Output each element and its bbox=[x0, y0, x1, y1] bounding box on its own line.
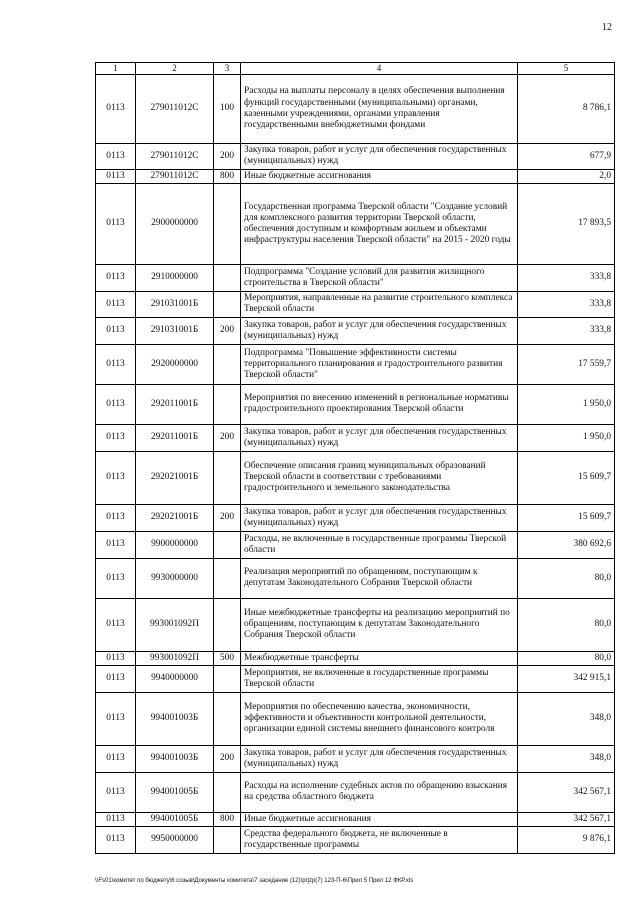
cell-expense-type bbox=[214, 291, 241, 317]
cell-target-code: 994001005Б bbox=[136, 772, 214, 812]
table-row bbox=[96, 183, 615, 264]
cell-amount: 333,8 bbox=[518, 317, 615, 344]
cell-section-code: 0113 bbox=[96, 183, 136, 264]
cell-expense-type bbox=[214, 665, 241, 692]
cell-expense-type: 200 bbox=[214, 143, 241, 169]
cell-section-code: 0113 bbox=[96, 74, 136, 143]
cell-section-code: 0113 bbox=[96, 317, 136, 344]
header-col-5: 5 bbox=[518, 63, 615, 75]
cell-target-code: 292021001Б bbox=[136, 504, 214, 531]
cell-expense-type bbox=[214, 772, 241, 812]
cell-amount: 677,9 bbox=[518, 143, 615, 169]
table-row bbox=[96, 291, 615, 317]
table-row bbox=[96, 504, 615, 531]
cell-target-code: 2910000000 bbox=[136, 264, 214, 291]
cell-name: Подпрограмма "Повышение эффективности системы территориального планирования и градостроительного развития Тверской области" bbox=[241, 344, 518, 384]
cell-name: Расходы на исполнение судебных актов по обращению взыскания на средства областного бюджета bbox=[241, 772, 518, 812]
cell-amount: 80,0 bbox=[518, 558, 615, 598]
header-col-4: 4 bbox=[241, 63, 518, 75]
cell-amount: 380 692,6 bbox=[518, 531, 615, 558]
cell-amount: 348,0 bbox=[518, 745, 615, 772]
cell-amount: 17 893,5 bbox=[518, 183, 615, 264]
cell-target-code: 292021001Б bbox=[136, 451, 214, 504]
cell-section-code: 0113 bbox=[96, 291, 136, 317]
cell-expense-type: 200 bbox=[214, 317, 241, 344]
cell-section-code: 0113 bbox=[96, 558, 136, 598]
cell-expense-type: 800 bbox=[214, 812, 241, 826]
cell-section-code: 0113 bbox=[96, 143, 136, 169]
cell-expense-type: 800 bbox=[214, 169, 241, 183]
cell-section-code: 0113 bbox=[96, 384, 136, 424]
cell-name: Иные межбюджетные трансферты на реализацию мероприятий по обращениям, поступающим к депутатам Законодательного Собрания Тверской области bbox=[241, 598, 518, 651]
cell-expense-type bbox=[214, 384, 241, 424]
cell-amount: 342 567,1 bbox=[518, 812, 615, 826]
cell-section-code: 0113 bbox=[96, 504, 136, 531]
cell-name: Закупка товаров, работ и услуг для обеспечения государственных (муниципальных) нужд bbox=[241, 143, 518, 169]
header-col-1: 1 bbox=[96, 63, 136, 75]
cell-section-code: 0113 bbox=[96, 812, 136, 826]
cell-expense-type: 500 bbox=[214, 651, 241, 665]
table-row bbox=[96, 745, 615, 772]
table-row bbox=[96, 558, 615, 598]
table-row bbox=[96, 598, 615, 651]
table-row bbox=[96, 384, 615, 424]
table-row bbox=[96, 812, 615, 826]
table-row bbox=[96, 772, 615, 812]
cell-name: Расходы, не включенные в государственные программы Тверской области bbox=[241, 531, 518, 558]
cell-section-code: 0113 bbox=[96, 772, 136, 812]
cell-amount: 15 609,7 bbox=[518, 451, 615, 504]
table-row bbox=[96, 74, 615, 143]
cell-name: Закупка товаров, работ и услуг для обеспечения государственных (муниципальных) нужд bbox=[241, 504, 518, 531]
cell-amount: 17 559,7 bbox=[518, 344, 615, 384]
cell-amount: 1 950,0 bbox=[518, 384, 615, 424]
cell-amount: 342 915,1 bbox=[518, 665, 615, 692]
cell-expense-type bbox=[214, 558, 241, 598]
cell-expense-type bbox=[214, 451, 241, 504]
cell-section-code: 0113 bbox=[96, 665, 136, 692]
cell-section-code: 0113 bbox=[96, 598, 136, 651]
cell-section-code: 0113 bbox=[96, 531, 136, 558]
cell-amount: 15 609,7 bbox=[518, 504, 615, 531]
cell-name: Мероприятия, не включенные в государственные программы Тверской области bbox=[241, 665, 518, 692]
page-number: 12 bbox=[602, 22, 612, 33]
cell-target-code: 279011012С bbox=[136, 169, 214, 183]
cell-target-code: 9900000000 bbox=[136, 531, 214, 558]
cell-target-code: 9940000000 bbox=[136, 665, 214, 692]
cell-section-code: 0113 bbox=[96, 651, 136, 665]
cell-section-code: 0113 bbox=[96, 826, 136, 853]
cell-amount: 9 876,1 bbox=[518, 826, 615, 853]
cell-name: Закупка товаров, работ и услуг для обеспечения государственных (муниципальных) нужд bbox=[241, 317, 518, 344]
table-row bbox=[96, 531, 615, 558]
cell-expense-type bbox=[214, 826, 241, 853]
cell-amount: 333,8 bbox=[518, 291, 615, 317]
table-row bbox=[96, 143, 615, 169]
cell-expense-type: 200 bbox=[214, 745, 241, 772]
cell-expense-type bbox=[214, 183, 241, 264]
cell-expense-type: 200 bbox=[214, 504, 241, 531]
cell-target-code: 9950000000 bbox=[136, 826, 214, 853]
cell-name: Закупка товаров, работ и услуг для обеспечения государственных (муниципальных) нужд bbox=[241, 424, 518, 451]
cell-target-code: 994001005Б bbox=[136, 812, 214, 826]
cell-amount: 348,0 bbox=[518, 692, 615, 745]
budget-table bbox=[95, 62, 615, 854]
table-row bbox=[96, 826, 615, 853]
table-row bbox=[96, 651, 615, 665]
cell-amount: 1 950,0 bbox=[518, 424, 615, 451]
header-col-3: 3 bbox=[214, 63, 241, 75]
cell-name: Иные бюджетные ассигнования bbox=[241, 169, 518, 183]
cell-name: Мероприятия, направленные на развитие строительного комплекса Тверской области bbox=[241, 291, 518, 317]
cell-name: Реализация мероприятий по обращениям, поступающим к депутатам Законодательного Собрания Тверской области bbox=[241, 558, 518, 598]
cell-name: Закупка товаров, работ и услуг для обеспечения государственных (муниципальных) нужд bbox=[241, 745, 518, 772]
table-row bbox=[96, 451, 615, 504]
cell-amount: 342 567,1 bbox=[518, 772, 615, 812]
cell-name: Государственная программа Тверской области "Создание условий для комплексного развития территории Тверской области, обеспечения доступным и комфортным жильем и объектами инфраструктуры населения Тверской области" на 2015 - 2020 годы bbox=[241, 183, 518, 264]
cell-expense-type bbox=[214, 531, 241, 558]
cell-target-code: 279011012С bbox=[136, 143, 214, 169]
cell-name: Мероприятия по обеспечению качества, экономичности, эффективности и объективности контрольной деятельности, организации единой системы внешнего финансового контроля bbox=[241, 692, 518, 745]
cell-expense-type bbox=[214, 344, 241, 384]
cell-target-code: 993001092П bbox=[136, 598, 214, 651]
table-row bbox=[96, 169, 615, 183]
header-row bbox=[96, 63, 615, 75]
cell-expense-type bbox=[214, 264, 241, 291]
cell-section-code: 0113 bbox=[96, 169, 136, 183]
cell-target-code: 9930000000 bbox=[136, 558, 214, 598]
cell-target-code: 292011001Б bbox=[136, 384, 214, 424]
cell-amount: 80,0 bbox=[518, 598, 615, 651]
header-col-2: 2 bbox=[136, 63, 214, 75]
cell-name: Межбюджетные трансферты bbox=[241, 651, 518, 665]
table-row bbox=[96, 665, 615, 692]
cell-expense-type: 100 bbox=[214, 74, 241, 143]
table-body bbox=[96, 74, 615, 853]
cell-expense-type: 200 bbox=[214, 424, 241, 451]
cell-name: Расходы на выплаты персоналу в целях обеспечения выполнения функций государственными (муниципальными) органами, казенными учреждениями, органами управления государственными внебюджетными фондами bbox=[241, 74, 518, 143]
cell-name: Мероприятия по внесению изменений в региональные нормативы градостроительного проектирования Тверской области bbox=[241, 384, 518, 424]
cell-section-code: 0113 bbox=[96, 344, 136, 384]
cell-target-code: 994001003Б bbox=[136, 692, 214, 745]
footer-file-path: \\Fs01\комитет по бюджету\6 созыв\Документы комитета\7 заседание (12)\prjzp(7) 123-П-6\Прил 5 Прил 12 ФКР.xls bbox=[95, 878, 414, 884]
cell-target-code: 292011001Б bbox=[136, 424, 214, 451]
cell-amount: 2,0 bbox=[518, 169, 615, 183]
cell-expense-type bbox=[214, 692, 241, 745]
cell-target-code: 279011012С bbox=[136, 74, 214, 143]
cell-section-code: 0113 bbox=[96, 451, 136, 504]
cell-target-code: 2900000000 bbox=[136, 183, 214, 264]
cell-target-code: 993001092П bbox=[136, 651, 214, 665]
cell-name: Подпрограмма "Создание условий для развития жилищного строительства в Тверской области" bbox=[241, 264, 518, 291]
table-row bbox=[96, 317, 615, 344]
table-row bbox=[96, 424, 615, 451]
table-row bbox=[96, 692, 615, 745]
cell-section-code: 0113 bbox=[96, 745, 136, 772]
cell-amount: 333,8 bbox=[518, 264, 615, 291]
table-row bbox=[96, 264, 615, 291]
table-row bbox=[96, 344, 615, 384]
cell-target-code: 994001003Б bbox=[136, 745, 214, 772]
cell-name: Обеспечение описания границ муниципальных образований Тверской области в соответствии с требованиями градостроительного и земельного законодательства bbox=[241, 451, 518, 504]
cell-section-code: 0113 bbox=[96, 264, 136, 291]
cell-target-code: 291031001Б bbox=[136, 291, 214, 317]
cell-name: Средства федерального бюджета, не включенные в государственные программы bbox=[241, 826, 518, 853]
cell-target-code: 291031001Б bbox=[136, 317, 214, 344]
cell-target-code: 2920000000 bbox=[136, 344, 214, 384]
cell-amount: 80,0 bbox=[518, 651, 615, 665]
cell-name: Иные бюджетные ассигнования bbox=[241, 812, 518, 826]
cell-amount: 8 786,1 bbox=[518, 74, 615, 143]
cell-section-code: 0113 bbox=[96, 692, 136, 745]
cell-expense-type bbox=[214, 598, 241, 651]
cell-section-code: 0113 bbox=[96, 424, 136, 451]
